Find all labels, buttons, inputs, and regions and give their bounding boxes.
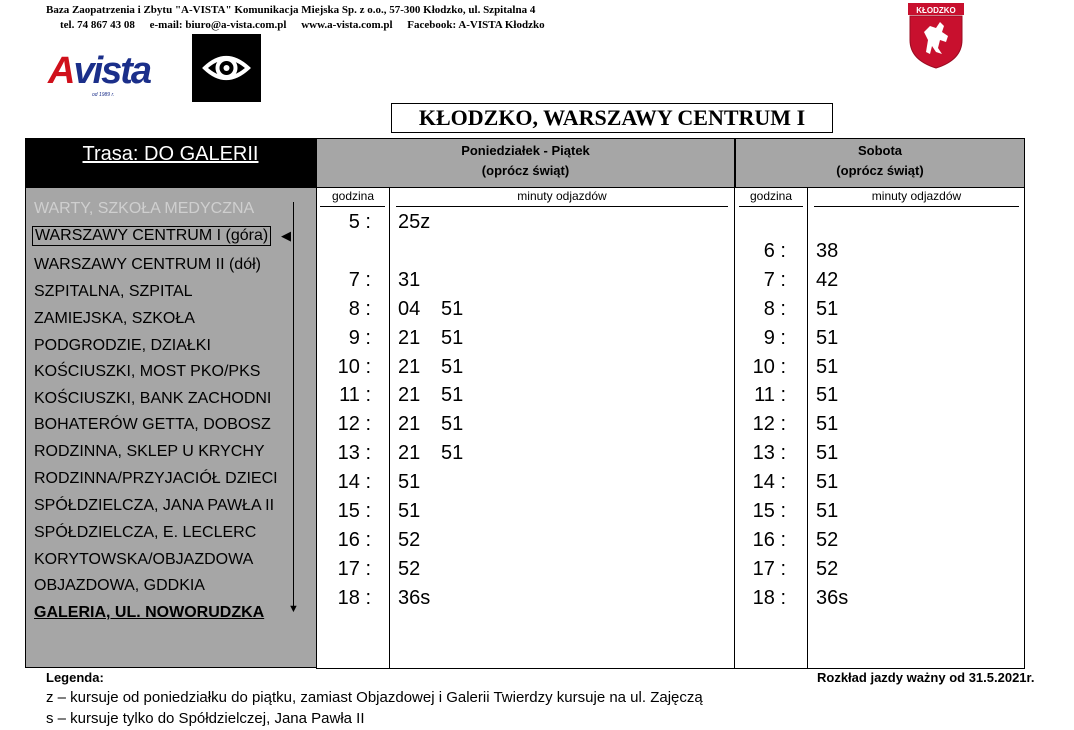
hour-cell: 15 : <box>752 500 786 522</box>
minutes-cell <box>398 384 484 407</box>
hour-cell: 16 : <box>337 529 371 551</box>
grid-line <box>316 668 1025 669</box>
email-text: e-mail: biuro@a-vista.com.pl <box>149 19 287 31</box>
stop-item: SPÓŁDZIELCZA, JANA PAWŁA II <box>34 497 275 514</box>
saturday-hour-label: godzina <box>749 189 793 203</box>
departure-minute: 38 <box>816 240 839 262</box>
hour-cell: 10 : <box>337 356 371 378</box>
departure-minute: 52 <box>398 558 421 580</box>
crest-label: KŁODZKO <box>916 6 956 15</box>
minutes-cell <box>816 269 859 292</box>
departure-minute: 21 <box>398 327 421 349</box>
departure-minute: 51 <box>816 298 839 320</box>
legend-item: z – kursuje od poniedziałku do piątku, zamiast Objazdowej i Galerii Twierdzy kursuje na ul. Zajęczą <box>46 689 703 706</box>
minutes-cell <box>398 442 484 465</box>
minutes-cell <box>398 211 441 234</box>
departure-minute: 52 <box>816 558 839 580</box>
departure-minute: 52 <box>816 529 839 551</box>
rule <box>396 206 728 207</box>
weekday-hour-label: godzina <box>331 189 375 203</box>
hour-cell: 17 : <box>752 558 786 580</box>
departure-minute: 25z <box>398 211 431 233</box>
hour-cell: 14 : <box>337 471 371 493</box>
minutes-cell <box>398 500 441 523</box>
avista-logo <box>48 50 190 102</box>
stop-item: BOHATERÓW GETTA, DOBOSZ <box>34 416 271 433</box>
minutes-cell <box>816 558 859 581</box>
rule <box>320 206 385 207</box>
departure-minute: 31 <box>398 269 421 291</box>
hour-cell: 12 : <box>752 413 786 435</box>
legend-title: Legenda: <box>46 670 104 685</box>
facebook-text: Facebook: A-VISTA Kłodzko <box>407 19 545 31</box>
hour-cell: 15 : <box>337 500 371 522</box>
minutes-cell <box>398 587 441 610</box>
route-direction-line <box>293 202 294 608</box>
hour-cell: 10 : <box>752 356 786 378</box>
minutes-cell <box>398 558 441 581</box>
stop-item: SZPITALNA, SZPITAL <box>34 283 193 300</box>
company-address: Baza Zaopatrzenia i Zbytu "A-VISTA" Komunikacja Miejska Sp. z o.o., 57-300 Kłodzko, ul. Szpitalna 4 <box>46 4 536 16</box>
contact-line <box>60 19 557 31</box>
logo-word-vista: vista <box>73 50 151 92</box>
departure-minute: 51 <box>441 298 464 320</box>
departure-minute: 36s <box>398 587 431 609</box>
minutes-cell <box>816 298 859 321</box>
grid-line <box>1024 188 1025 669</box>
weekday-minutes-label: minuty odjazdów <box>517 189 607 203</box>
stop-item: RODZINNA, SKLEP U KRYCHY <box>34 443 265 460</box>
departure-minute: 51 <box>816 384 839 406</box>
departure-minute: 51 <box>441 413 464 435</box>
klodzko-crest-icon <box>906 2 966 70</box>
grid-line <box>807 188 808 669</box>
hour-cell: 13 : <box>752 442 786 464</box>
grid-line <box>734 188 735 669</box>
grid-line <box>316 188 317 669</box>
minutes-cell <box>816 471 859 494</box>
route-arrow-down-icon: ▼ <box>288 603 299 615</box>
departure-minute: 21 <box>398 384 421 406</box>
stop-item-final: GALERIA, UL. NOWORUDZKA <box>34 604 265 621</box>
grid-line <box>389 188 390 669</box>
hour-cell: 13 : <box>337 442 371 464</box>
weekday-subtitle: (oprócz świąt) <box>481 163 570 178</box>
saturday-minutes-label: minuty odjazdów <box>871 189 962 203</box>
departure-minute: 36s <box>816 587 849 609</box>
hour-cell: 18 : <box>337 587 371 609</box>
stop-item: KOŚCIUSZKI, MOST PKO/PKS <box>34 363 261 380</box>
rule <box>739 206 803 207</box>
stop-item: RODZINNA/PRZYJACIÓŁ DZIECI <box>34 470 278 487</box>
minutes-cell <box>398 356 484 379</box>
minutes-cell <box>398 471 441 494</box>
minutes-cell <box>816 413 859 436</box>
departure-minute: 51 <box>816 442 839 464</box>
departure-minute: 51 <box>441 327 464 349</box>
validity-note: Rozkład jazdy ważny od 31.5.2021r. <box>817 670 1035 685</box>
departure-minute: 51 <box>441 442 464 464</box>
hour-cell: 6 : <box>763 240 786 262</box>
minutes-cell <box>398 269 441 292</box>
stop-item: WARTY, SZKOŁA MEDYCZNA <box>34 200 255 217</box>
weekday-title: Poniedziałek - Piątek <box>461 143 590 158</box>
phone-text: tel. 74 867 43 08 <box>60 19 135 31</box>
departure-minute: 42 <box>816 269 839 291</box>
departure-minute: 51 <box>441 384 464 406</box>
eye-icon <box>192 34 261 102</box>
stop-item: WARSZAWY CENTRUM II (dół) <box>34 256 261 273</box>
hour-cell: 7 : <box>763 269 786 291</box>
departure-minute: 52 <box>398 529 421 551</box>
rule <box>814 206 1019 207</box>
route-title: Trasa: DO GALERII <box>82 143 259 165</box>
website-text: www.a-vista.com.pl <box>301 19 393 31</box>
minutes-cell <box>398 298 484 321</box>
logo-letter-a: A <box>48 50 74 92</box>
stop-item: KORYTOWSKA/OBJAZDOWA <box>34 551 254 568</box>
departure-minute: 21 <box>398 442 421 464</box>
minutes-cell <box>816 500 859 523</box>
saturday-title: Sobota <box>857 143 903 158</box>
minutes-cell <box>816 327 859 350</box>
weekday-header <box>316 138 735 188</box>
legend-item: s – kursuje tylko do Spółdzielczej, Jana Pawła II <box>46 710 365 727</box>
hour-cell: 18 : <box>752 587 786 609</box>
hour-cell: 8 : <box>348 298 371 320</box>
route-header <box>25 138 316 188</box>
minutes-cell <box>816 529 859 552</box>
minutes-cell <box>398 529 441 552</box>
stop-item: ZAMIEJSKA, SZKOŁA <box>34 310 195 327</box>
minutes-cell <box>816 240 859 263</box>
minutes-cell <box>816 384 859 407</box>
departure-minute: 51 <box>398 471 421 493</box>
hour-cell: 11 : <box>339 384 371 406</box>
stop-item: PODGRODZIE, DZIAŁKI <box>34 337 211 354</box>
hour-cell: 8 : <box>763 298 786 320</box>
departure-minute: 21 <box>398 413 421 435</box>
minutes-cell <box>816 587 859 610</box>
minutes-cell <box>816 442 859 465</box>
departure-minute: 51 <box>816 500 839 522</box>
hour-cell: 17 : <box>337 558 371 580</box>
saturday-subtitle: (oprócz świąt) <box>836 163 924 178</box>
hour-cell: 9 : <box>348 327 371 349</box>
departure-minute: 51 <box>816 356 839 378</box>
hour-cell: 14 : <box>752 471 786 493</box>
departure-minute: 51 <box>816 327 839 349</box>
minutes-cell <box>816 356 859 379</box>
departure-minute: 21 <box>398 356 421 378</box>
departure-minute: 51 <box>398 500 421 522</box>
stop-item: KOŚCIUSZKI, BANK ZACHODNI <box>34 390 272 407</box>
current-stop-arrow-icon: ◀ <box>281 228 291 243</box>
hour-cell: 9 : <box>763 327 786 349</box>
stop-item: OBJAZDOWA, GDDKIA <box>34 577 205 594</box>
stop-item: SPÓŁDZIELCZA, E. LECLERC <box>34 524 257 541</box>
departure-minute: 51 <box>816 413 839 435</box>
hour-cell: 12 : <box>337 413 371 435</box>
saturday-header <box>735 138 1025 188</box>
hour-cell: 5 : <box>348 211 371 233</box>
departure-minute: 51 <box>816 471 839 493</box>
minutes-cell <box>398 413 484 436</box>
stop-item-current: WARSZAWY CENTRUM I (góra) <box>32 226 271 246</box>
departure-minute: 04 <box>398 298 421 320</box>
hour-cell: 11 : <box>754 384 786 406</box>
departure-minute: 51 <box>441 356 464 378</box>
hour-cell: 7 : <box>348 269 371 291</box>
logo-since: od 1989 r. <box>92 92 115 98</box>
stop-title: KŁODZKO, WARSZAWY CENTRUM I <box>391 103 833 133</box>
hour-cell: 16 : <box>752 529 786 551</box>
minutes-cell <box>398 327 484 350</box>
